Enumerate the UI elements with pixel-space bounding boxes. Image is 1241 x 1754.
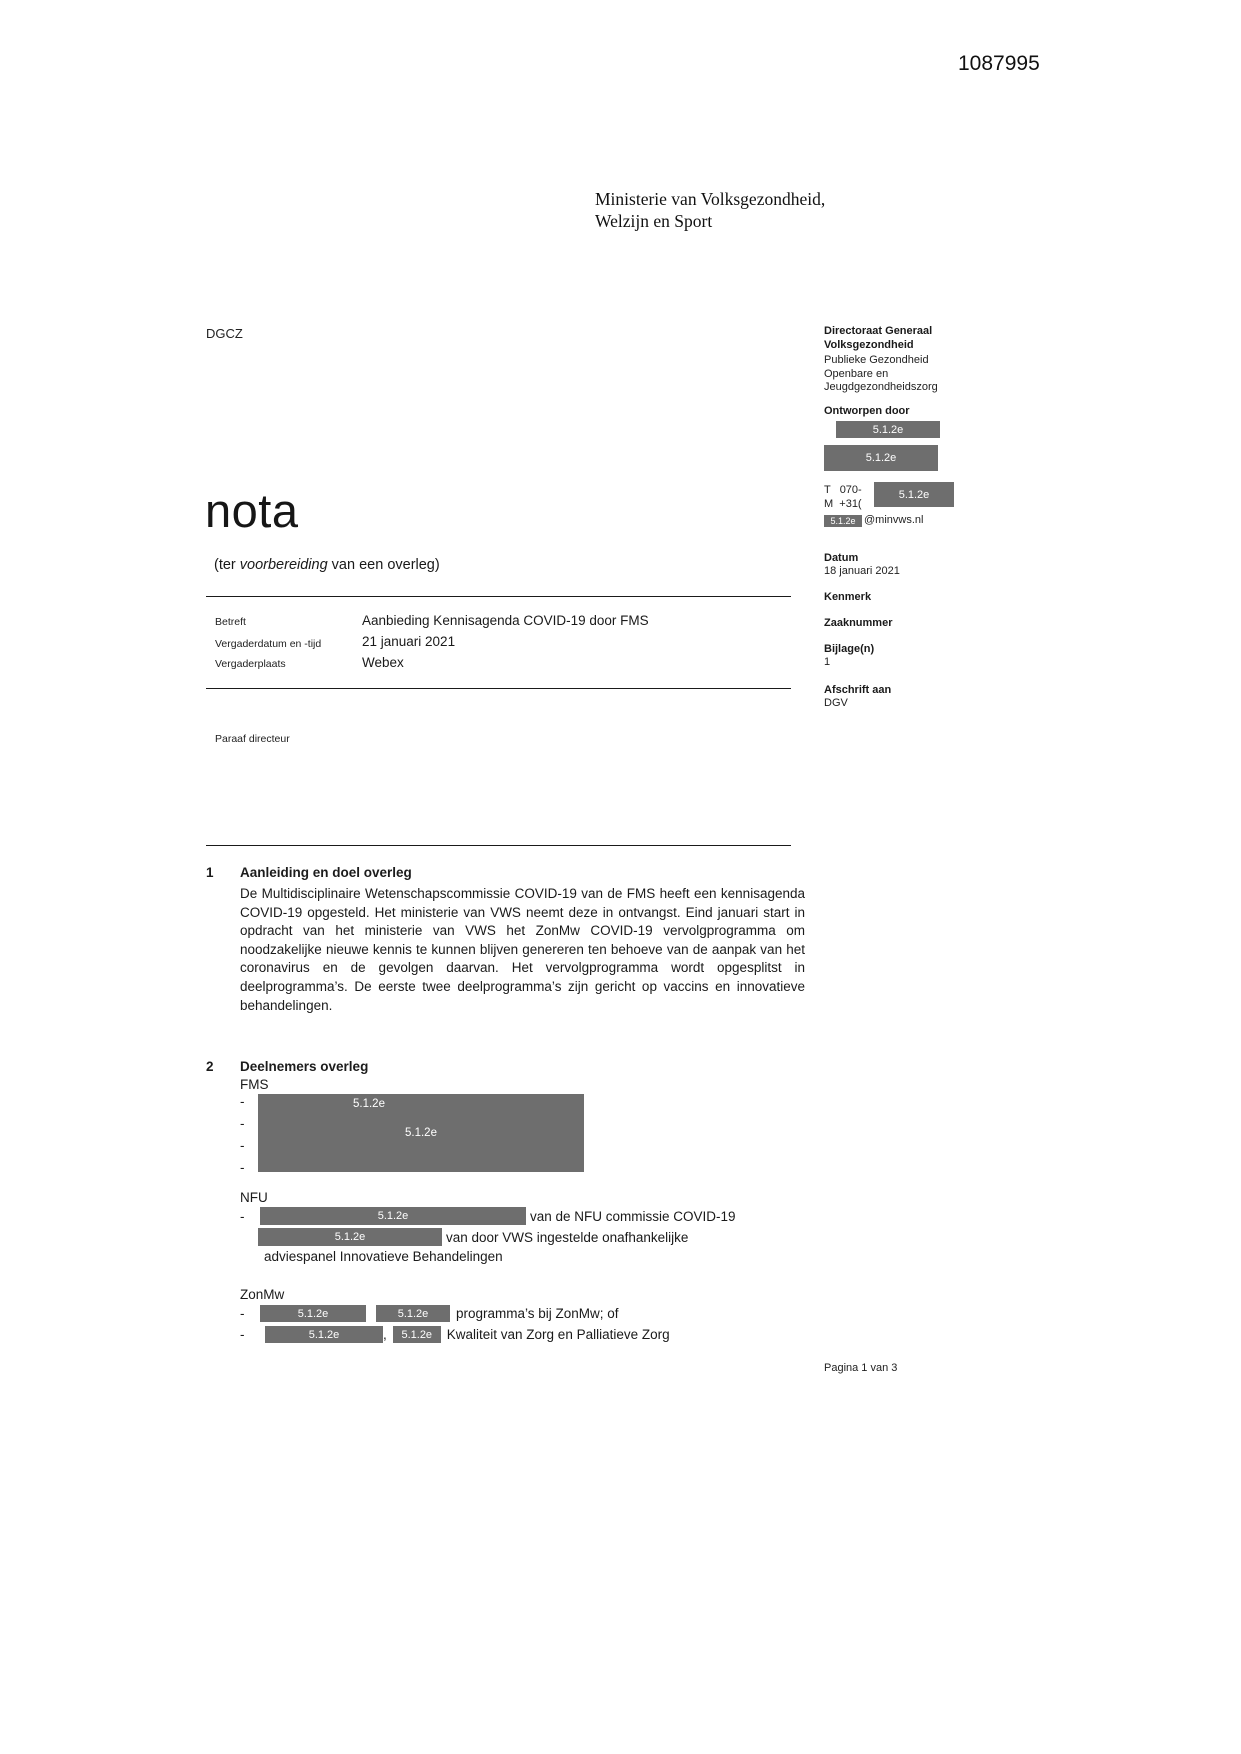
redaction-code: 5.1.2e — [353, 1098, 385, 1110]
row-value-vergaderplaats: Webex — [362, 655, 404, 670]
department-line2: Openbare en — [824, 367, 889, 380]
phone-m-line: M +31( — [824, 498, 862, 510]
nfu-list-item-1 — [240, 1207, 736, 1225]
zonmw-item1-text: programma’s bij ZonMw; of — [456, 1306, 619, 1321]
page-subtitle — [214, 557, 440, 573]
redaction-box-email: 5.1.2e — [824, 515, 862, 527]
list-dash: - — [240, 1116, 245, 1131]
subtitle-suffix: van een overleg) — [327, 557, 440, 573]
bijlage-label: Bijlage(n) — [824, 642, 875, 655]
row-value-betreft: Aanbieding Kennisagenda COVID-19 door FMS — [362, 613, 649, 628]
zaaknummer-label: Zaaknummer — [824, 617, 893, 629]
group-label-fms: FMS — [240, 1077, 269, 1092]
email-line — [824, 514, 1024, 528]
list-dash: - — [240, 1094, 245, 1109]
email-domain: @minvws.nl — [864, 514, 924, 526]
row-value-vergaderdatum: 21 januari 2021 — [362, 634, 456, 649]
redaction-code: 5.1.2e — [405, 1127, 437, 1139]
list-dash: - — [240, 1138, 245, 1153]
row-label-vergaderdatum: Vergaderdatum en -tijd — [215, 638, 322, 650]
nfu-list-item-2-line2 — [264, 1249, 503, 1264]
department-line3: Jeugdgezondheidszorg — [824, 381, 938, 393]
zonmw-item2-separator: , — [383, 1327, 387, 1342]
redaction-box-nfu-name: 5.1.2e — [260, 1207, 526, 1225]
section1-number: 1 — [206, 865, 214, 880]
paraaf-label: Paraaf directeur — [215, 733, 290, 745]
redaction-box-author-role: 5.1.2e — [824, 445, 938, 471]
subtitle-prefix: (ter — [214, 557, 240, 573]
nfu-item1-text: van de NFU commissie COVID-19 — [530, 1208, 736, 1224]
ministry-name-line2: Welzijn en Sport — [595, 211, 713, 231]
list-dash: - — [240, 1208, 245, 1224]
datum-value: 18 januari 2021 — [824, 565, 900, 577]
row-label-vergaderplaats: Vergaderplaats — [215, 658, 286, 670]
fms-list-dashes — [240, 1091, 245, 1179]
nfu-item2-line2-text: adviespanel Innovatieve Behandelingen — [264, 1249, 503, 1264]
org-unit-label: DGCZ — [206, 326, 243, 341]
page-title: nota — [205, 484, 299, 537]
bijlage-value: 1 — [824, 656, 831, 668]
list-dash: - — [240, 1160, 245, 1175]
redaction-box-zonmw-role-1: 5.1.2e — [376, 1305, 450, 1322]
zonmw-list-item-2 — [240, 1326, 670, 1343]
document-number: 1087995 — [958, 52, 1040, 75]
group-label-nfu: NFU — [240, 1190, 268, 1205]
contact-block — [824, 484, 1024, 528]
redaction-box-nfu-name-2: 5.1.2e — [258, 1228, 442, 1246]
divider-top — [206, 596, 791, 597]
zonmw-item2-text: Kwaliteit van Zorg en Palliatieve Zorg — [446, 1327, 670, 1342]
kenmerk-label: Kenmerk — [824, 590, 872, 603]
datum-label: Datum — [824, 551, 859, 564]
directorate-line1: Directoraat Generaal — [824, 325, 933, 337]
list-dash: - — [240, 1327, 245, 1342]
divider-middle — [206, 688, 791, 689]
group-label-zonmw: ZonMw — [240, 1287, 285, 1302]
directorate-line2: Volksgezondheid — [824, 338, 914, 351]
redaction-box-zonmw-name-2: 5.1.2e — [265, 1326, 383, 1343]
redaction-box-author-name: 5.1.2e — [836, 421, 940, 438]
department-line1: Publieke Gezondheid — [824, 354, 929, 366]
redaction-box-zonmw-role-2: 5.1.2e — [393, 1326, 441, 1343]
section2-number: 2 — [206, 1059, 214, 1074]
afschrift-label: Afschrift aan — [824, 683, 892, 696]
sidebar-meta — [824, 325, 1024, 711]
nfu-list-item-2 — [258, 1228, 688, 1246]
divider-body — [206, 845, 791, 846]
zonmw-list-item-1 — [240, 1305, 619, 1322]
section2-title: Deelnemers overleg — [240, 1059, 369, 1074]
section1-title: Aanleiding en doel overleg — [240, 865, 412, 880]
row-label-betreft: Betreft — [215, 616, 246, 628]
footer-page-number: Pagina 1 van 3 — [824, 1362, 898, 1374]
nfu-item2-text: van door VWS ingestelde onafhankelijke — [446, 1229, 689, 1245]
designed-by-label: Ontworpen door — [824, 404, 910, 417]
redaction-box-phone: 5.1.2e — [874, 482, 954, 507]
ministry-name-line1: Ministerie van Volksgezondheid, — [595, 189, 826, 209]
phone-t-line: T 070- — [824, 484, 862, 496]
section1-body: De Multidisciplinaire Wetenschapscommissie COVID-19 van de FMS heeft een kennisagenda COVID-19 opgesteld. Het ministerie van VWS neemt deze in ontvangst. Eind januari start in opdracht van het ministerie van VWS het ZonMw COVID-19 vervolgprogramma om noodzakelijke nieuwe kennis te kunnen blijven genereren ten behoeve van de aanpak van het coronavirus en de gevolgen daarvan. Het vervolgprogramma wordt opgesplitst in deelprogramma’s. De eerste twee deelprogramma’s zijn gericht op vaccins en innovatieve behandelingen. — [240, 886, 805, 1013]
ministry-name — [595, 188, 825, 232]
redaction-box-zonmw-name-1: 5.1.2e — [260, 1305, 366, 1322]
afschrift-value: DGV — [824, 697, 848, 709]
subtitle-italic: voorbereiding — [239, 557, 328, 573]
redaction-block-fms-participants — [258, 1094, 584, 1172]
list-dash: - — [240, 1306, 245, 1321]
